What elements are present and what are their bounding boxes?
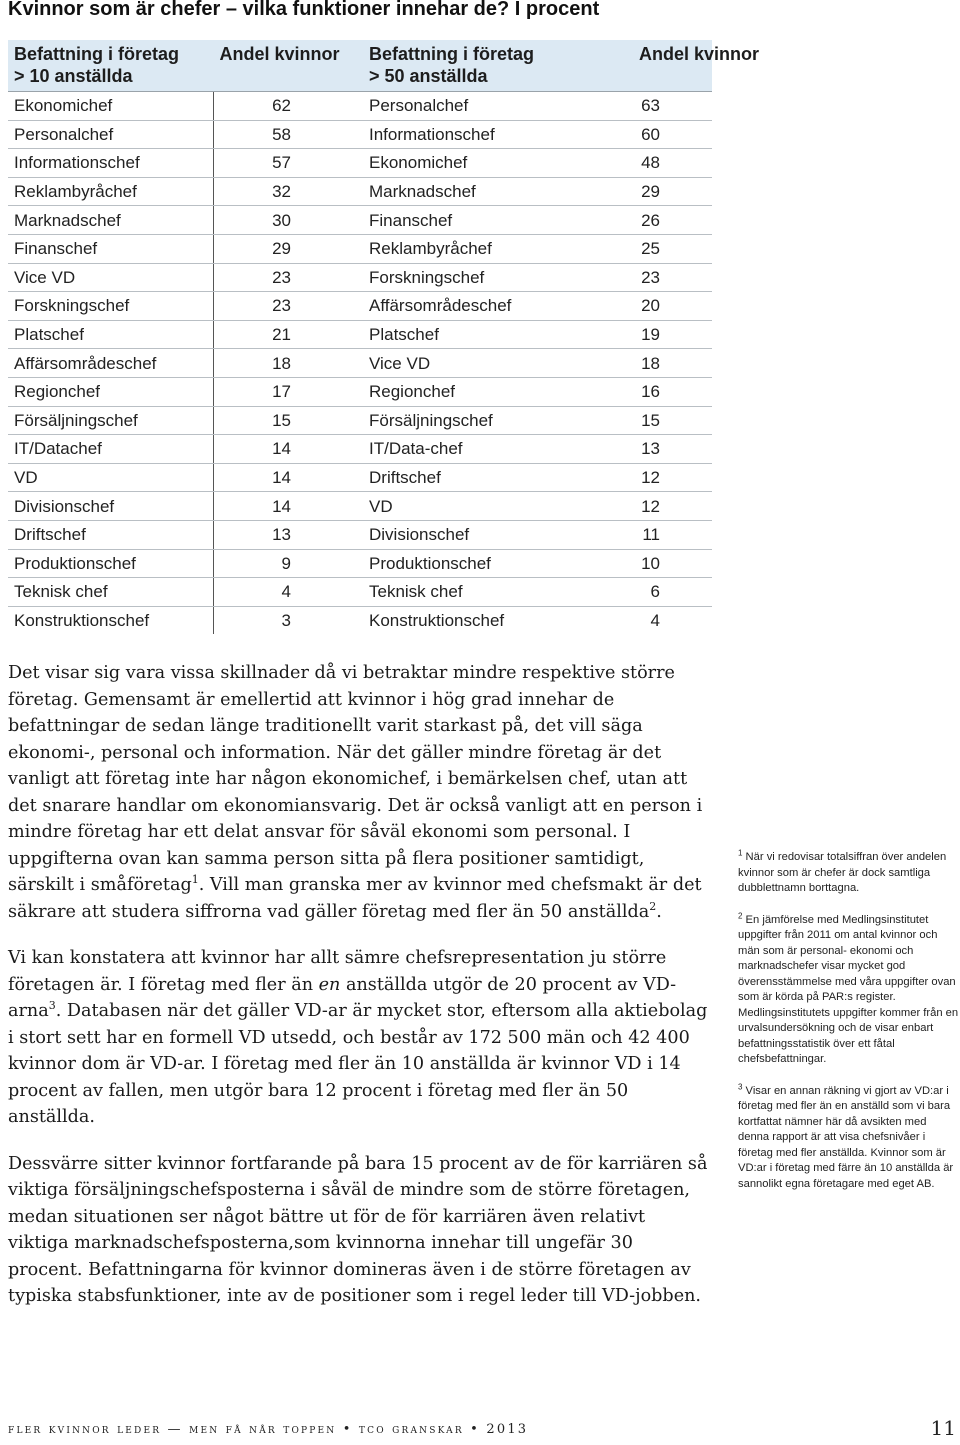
header-position-small-line2: > 10 anställda: [14, 66, 133, 86]
cell-position-large: Personalchef: [363, 92, 633, 121]
header-position-large: [363, 40, 633, 92]
footnote-1-number: 1: [738, 848, 743, 858]
cell-share-large: 19: [633, 320, 712, 349]
footnote-3: [738, 1081, 960, 1193]
paragraph-2-text-c: . Databasen när det gäller VD-ar är mycket stor, eftersom alla aktiebolag i stort sett har en formell VD utsedd, och består av 172 500 män och 42 400 kvinnor dom är VD-ar. I företag med fler än 10 anställda är kvinnor VD i 14 procent av fallen, men utgör bara 12 procent i företag med fler än 50 anställda.: [8, 1001, 708, 1127]
footnote-ref-1: 1: [191, 873, 199, 887]
cell-position-small: Affärsområdeschef: [8, 349, 213, 378]
table-row: [8, 377, 712, 406]
cell-share-small: 29: [213, 234, 363, 263]
cell-share-large: 13: [633, 435, 712, 464]
cell-share-small: 57: [213, 149, 363, 178]
table-row: [8, 463, 712, 492]
table-row: [8, 263, 712, 292]
cell-share-small: 17: [213, 377, 363, 406]
cell-position-large: Forskningschef: [363, 263, 633, 292]
cell-position-small: Regionchef: [8, 377, 213, 406]
table-row: [8, 549, 712, 578]
cell-share-large: 48: [633, 149, 712, 178]
cell-position-small: Personalchef: [8, 120, 213, 149]
table-row: [8, 120, 712, 149]
cell-share-large: 18: [633, 349, 712, 378]
cell-share-small: 23: [213, 263, 363, 292]
cell-position-large: Platschef: [363, 320, 633, 349]
cell-position-small: Reklambyråchef: [8, 177, 213, 206]
cell-position-large: Vice VD: [363, 349, 633, 378]
cell-share-large: 12: [633, 492, 712, 521]
paragraph-1-text-b: . Vill man granska mer av kvinnor med chefsmakt är det säkrare att studera siffrorna vad gäller företag med fler än 50 anställda: [8, 875, 702, 922]
cell-share-small: 14: [213, 463, 363, 492]
cell-position-small: IT/Datachef: [8, 435, 213, 464]
cell-position-large: Konstruktionschef: [369, 610, 505, 630]
cell-position-small: Divisionschef: [8, 492, 213, 521]
table-row: [8, 606, 712, 634]
cell-position-small: Teknisk chef: [8, 578, 213, 607]
footnotes: [738, 850, 960, 1208]
footnote-3-text: Visar en annan räkning vi gjort av VD:ar i företag med fler än en anställd som vi bara kortfattat nämner här då avsikten med denna rapport är att visa chefsnivåer i företag med fler anställda. Kvinnor som är VD:ar i företag med färre än 10 anställda är sannolikt egna företagare med eget AB.: [738, 1084, 954, 1190]
table-row: [8, 520, 712, 549]
cell-share-large: 16: [633, 377, 712, 406]
cell-share-large: 26: [633, 206, 712, 235]
header-position-small-line1: Befattning i företag: [14, 44, 179, 64]
page-footer: [0, 1418, 960, 1444]
cell-position-large: Driftschef: [363, 463, 633, 492]
cell-share-large: 4: [650, 610, 660, 630]
cell-share-small: 32: [213, 177, 363, 206]
cell-share-small: 14: [213, 492, 363, 521]
cell-share-large: 12: [633, 463, 712, 492]
cell-position-large: Affärsområdeschef: [363, 292, 633, 321]
table-row: [8, 149, 712, 178]
cell-position-large: Divisionschef: [363, 520, 633, 549]
table-body: [8, 92, 712, 635]
body-text: [8, 660, 708, 1330]
cell-position-small: Ekonomichef: [8, 92, 213, 121]
cell-share-small: 58: [213, 120, 363, 149]
cell-position-small: VD: [8, 463, 213, 492]
header-position-large-line2: > 50 anställda: [369, 66, 488, 86]
cell-position-small: Informationschef: [8, 149, 213, 178]
footnote-ref-3: 3: [48, 999, 56, 1013]
table-header-row: [8, 40, 712, 92]
cell-position-large: Produktionschef: [363, 549, 633, 578]
paragraph-1-text-c: .: [656, 901, 662, 922]
cell-share-large: 29: [633, 177, 712, 206]
cell-share-small: 3: [213, 606, 363, 634]
table-row: [8, 492, 712, 521]
cell-share-small: 18: [213, 349, 363, 378]
cell-share-large: 15: [633, 406, 712, 435]
cell-position-small: Finanschef: [8, 234, 213, 263]
paragraph-1: [8, 660, 708, 925]
cell-share-small: 21: [213, 320, 363, 349]
cell-position-large: IT/Data-chef: [363, 435, 633, 464]
cell-share-small: 4: [213, 578, 363, 607]
paragraph-3: Dessvärre sitter kvinnor fortfarande på bara 15 procent av de för karriären så viktiga försäljningschefsposterna i såväl de mindre som de större företagen, medan situationen ser något bättre ut för de för karriären även relativt viktiga marknadschefsposterna,som kvinnorna innehar till ungefär 30 procent. Befattningarna för kvinnor domineras även i de större företagen av typiska stabsfunktioner, inte av de positioner som i regel leder till VD-jobben.: [8, 1153, 708, 1306]
cell-position-small: Driftschef: [8, 520, 213, 549]
cell-share-small: 62: [213, 92, 363, 121]
cell-position-large: Marknadschef: [363, 177, 633, 206]
cell-position-small: Produktionschef: [8, 549, 213, 578]
table-row: [8, 578, 712, 607]
footnote-2-number: 2: [738, 910, 743, 920]
cell-share-large: 23: [633, 263, 712, 292]
cell-share-large: 63: [633, 92, 712, 121]
page-number: 11: [930, 1416, 956, 1440]
cell-share-small: 13: [213, 520, 363, 549]
cell-position-large: Regionchef: [363, 377, 633, 406]
women-managers-table: [8, 40, 760, 634]
footer-text: fler kvinnor leder — men få når toppen • tco granskar • 2013: [8, 1422, 529, 1437]
cell-share-large: 25: [633, 234, 712, 263]
footnote-2-text: En jämförelse med Medlingsinstitutet uppgifter från 2011 om antal kvinnor och män som är personal- ekonomi och marknadschefer visar mycket god överensstämmelse med våra uppgifter ovan som är körda på PAR:s register. Medlingsinstitutets uppgifter kommer från en urvalsundersökning och de visar enbart befattningsstatistik över ett fåtal chefsbefattningar.: [738, 913, 959, 1065]
table-row: [8, 292, 712, 321]
table-row: [8, 435, 712, 464]
cell-position-small: Marknadschef: [8, 206, 213, 235]
cell-position-large: Ekonomichef: [363, 149, 633, 178]
cell-position-large: VD: [363, 492, 633, 521]
table-row: [8, 177, 712, 206]
header-position-small: [8, 40, 213, 92]
cell-position-large: Teknisk chef: [363, 578, 633, 607]
header-share-small: Andel kvinnor: [213, 40, 363, 92]
cell-share-large: 6: [633, 578, 712, 607]
cell-position-small: Platschef: [8, 320, 213, 349]
table-row: [8, 234, 712, 263]
table-row: [8, 206, 712, 235]
cell-position-large: Försäljningschef: [363, 406, 633, 435]
footnote-1: [738, 850, 960, 897]
footnote-2: [738, 910, 960, 1068]
footnote-1-text: När vi redovisar totalsiffran över andelen kvinnor som är chefer är dock samtliga dubblettnamn borttagna.: [738, 851, 947, 894]
table-row: [8, 349, 712, 378]
paragraph-2-text-a: Vi kan konstatera att kvinnor har allt sämre chefsrepresentation ju större företagen är. I företag med fler än: [8, 948, 667, 995]
cell-share-small: 14: [213, 435, 363, 464]
cell-position-large: Reklambyråchef: [363, 234, 633, 263]
cell-share-large: 10: [633, 549, 712, 578]
paragraph-1-text-a: Det visar sig vara vissa skillnader då vi betraktar mindre respektive större företag. Gemensamt är emellertid att kvinnor i hög grad innehar de befattningar de sedan länge traditionellt varit starkast på, det vill säga ekonomi-, personal och information. När det gäller mindre företag är det vanligt att företag inte har någon ekonomichef, i bemärkelsen chef, utan att det snarare handlar om ekonomiansvarig. Det är också vanligt att en person i mindre företag har ett delat ansvar för såväl ekonomi som personal. I uppgifterna ovan kan samma person sitta på flera positioner samtidigt, särskilt i småföretag: [8, 663, 703, 895]
footnote-3-number: 3: [738, 1081, 743, 1091]
cell-share-small: 30: [213, 206, 363, 235]
cell-position-large: Finanschef: [363, 206, 633, 235]
cell-position-small: Forskningschef: [8, 292, 213, 321]
cell-share-small: 15: [213, 406, 363, 435]
cell-position-small: Vice VD: [8, 263, 213, 292]
table-row: [8, 406, 712, 435]
cell-position-small: Konstruktionschef: [14, 610, 150, 630]
paragraph-2-text-b: anställda utgör de 20 procent av VD-arna: [8, 974, 677, 1021]
cell-position-small: Försäljningschef: [8, 406, 213, 435]
table-row: [8, 320, 712, 349]
cell-share-large: 20: [633, 292, 712, 321]
table-row: [8, 92, 712, 121]
cell-share-small: 23: [213, 292, 363, 321]
cell-share-large: 11: [633, 520, 712, 549]
cell-share-large: 60: [633, 120, 712, 149]
footnote-ref-2: 2: [649, 899, 657, 913]
cell-position-large: Informationschef: [363, 120, 633, 149]
page-title: Kvinnor som är chefer – vilka funktioner innehar de? I procent: [8, 0, 600, 20]
paragraph-2: [8, 945, 708, 1131]
paragraph-2-emphasis: en: [318, 974, 341, 995]
header-position-large-line1: Befattning i företag: [369, 44, 534, 64]
cell-share-small: 9: [213, 549, 363, 578]
header-share-large: Andel kvinnor: [633, 40, 712, 92]
